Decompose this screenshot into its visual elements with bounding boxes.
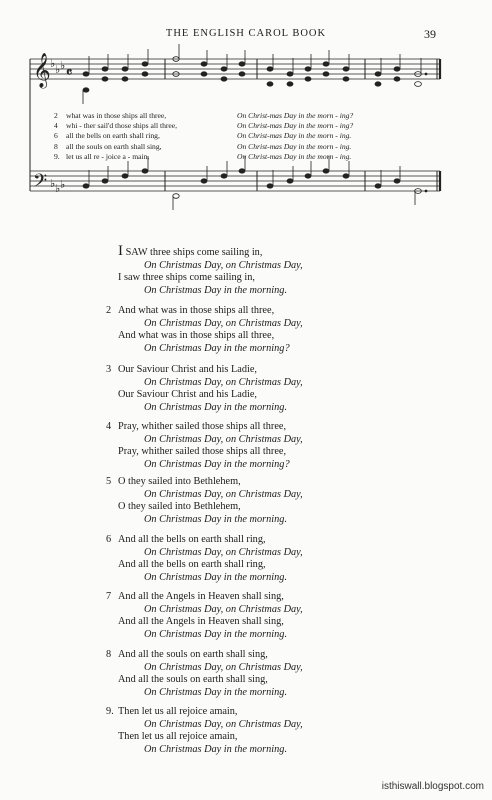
bass-clef-icon: 𝄢 <box>33 171 48 196</box>
lyric-row: 6 all the bells on earth shall ring, On Christ-mas Day in the morn - ing. <box>54 131 352 141</box>
stanza-9: 9. Then let us all rejoice amain, On Christmas Day, on Christmas Day, Then let us all rejoice amain, On Christmas Day in the morning. <box>106 706 303 755</box>
stanza-1: I SAW three ships come sailing in, On Christmas Day, on Christmas Day, I saw three ships come sailing in, On Christmas Day in the morning. <box>118 243 303 296</box>
stanza-2: 2 And what was in those ships all three, On Christmas Day, on Christmas Day, And what was in those ships all three, On Christmas Day in the morning? <box>106 305 303 354</box>
drop-cap: I <box>118 243 123 259</box>
watermark: isthiswall.blogspot.com <box>381 781 484 792</box>
lyric-row: 8 all the souls on earth shall sing, On Christ-mas Day in the morn - ing. <box>54 141 352 151</box>
stanza-3: 3 Our Saviour Christ and his Ladie, On Christmas Day, on Christmas Day, Our Saviour Christ and his Ladie, On Christmas Day in the morning. <box>106 364 303 413</box>
svg-text:♭: ♭ <box>60 59 66 72</box>
svg-text:♭: ♭ <box>60 178 66 191</box>
score-lyrics <box>54 111 442 162</box>
running-title: THE ENGLISH CAROL BOOK <box>165 28 327 39</box>
lyric-row: 2 what was in those ships all three, On Christ-mas Day in the morn - ing? <box>54 111 354 120</box>
svg-text:♭: ♭ <box>55 182 61 195</box>
stanza-4: 4 Pray, whither sailed those ships all three, On Christmas Day, on Christmas Day, Pray, whither sailed those ships all three, On Christmas Day in the morning? <box>106 421 303 470</box>
stanza-8: 8 And all the souls on earth shall sing, On Christmas Day, on Christmas Day, And all the souls on earth shall sing, On Christmas Day in the morning. <box>106 649 303 698</box>
svg-text:♭: ♭ <box>50 57 56 70</box>
svg-text:♭: ♭ <box>50 177 56 190</box>
page-number: 39 <box>424 27 436 41</box>
time-signature-icon: 𝄴 <box>66 65 73 81</box>
lyric-row: 9. let us all re - joice a - main, On Christ-mas Day in the morn - ing. <box>54 151 352 161</box>
lyric-row: 4 whi - ther sail'd those ships all three, On Christ-mas Day in the morn - ing? <box>54 121 354 131</box>
svg-text:♭: ♭ <box>55 63 61 76</box>
stanza-6: 6 And all the bells on earth shall ring, On Christmas Day, on Christmas Day, And all the bells on earth shall ring, On Christmas Day in the morning. <box>106 534 303 583</box>
bass-notes <box>83 156 427 210</box>
treble-clef-icon: 𝄞 <box>33 53 51 88</box>
stanza-5: 5 O they sailed into Bethlehem, On Christmas Day, on Christmas Day, O they sailed into Bethlehem, On Christmas Day in the morning. <box>106 476 303 525</box>
stanza-7: 7 And all the Angels in Heaven shall sing, On Christmas Day, on Christmas Day, And all the Angels in Heaven shall sing, On Christmas Day in the morning. <box>106 591 303 640</box>
